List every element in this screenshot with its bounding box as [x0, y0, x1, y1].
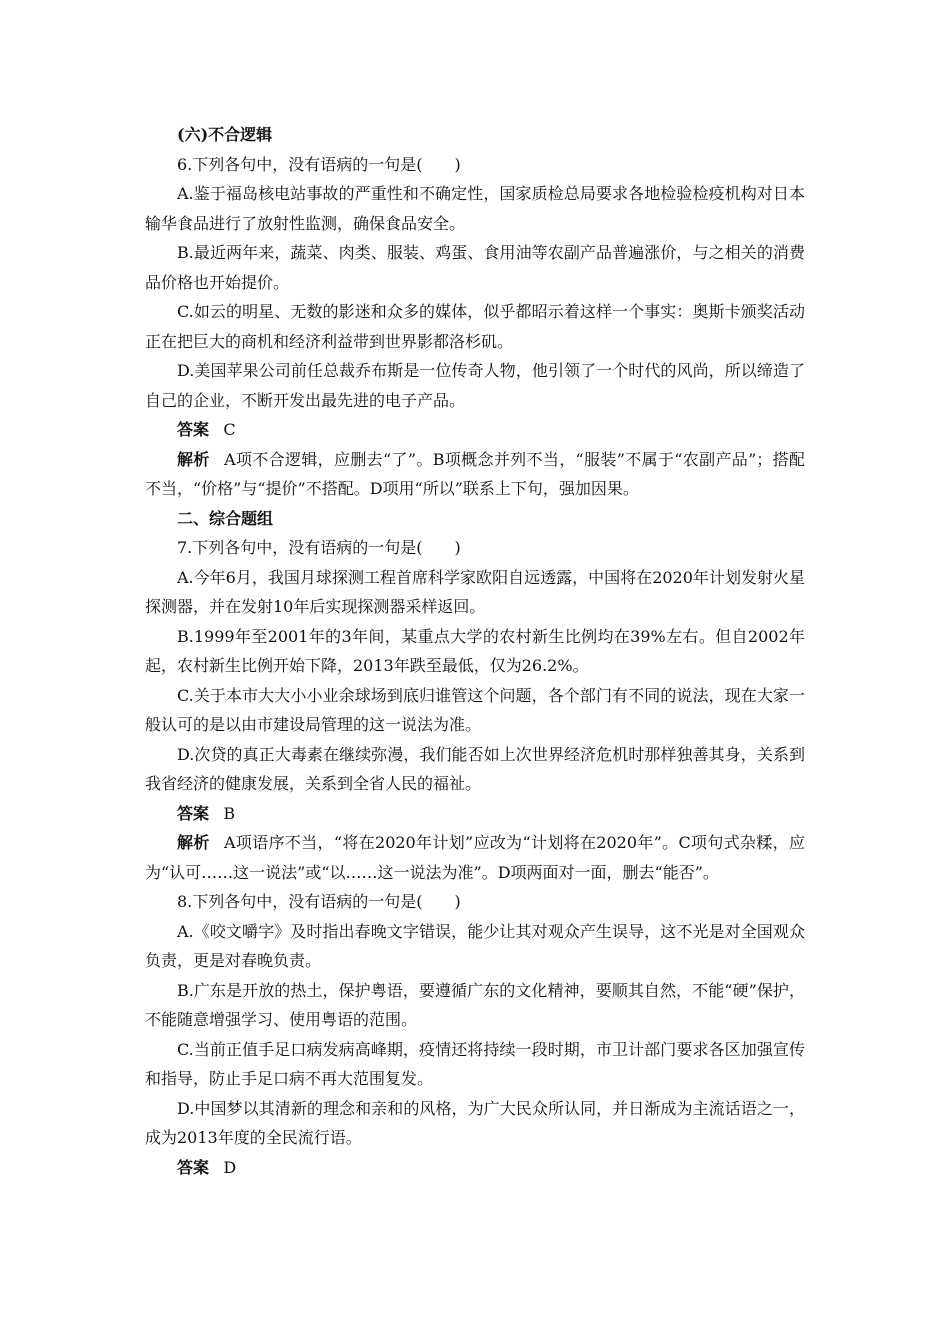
question-6-option-c: C.如云的明星、无数的影迷和众多的媒体，似乎都昭示着这样一个事实：奥斯卡颁奖活动正在把巨大的商机和经济利益带到世界影都洛杉矶。 — [145, 302, 805, 351]
question-7-option-d: D.次贷的真正大毒素在继续弥漫，我们能否如上次世界经济危机时那样独善其身，关系到我省经济的健康发展，关系到全省人民的福祉。 — [145, 744, 805, 793]
question-8-option-d: D.中国梦以其清新的理念和亲和的风格，为广大民众所认同，并日渐成为主流话语之一，成为2013年度的全民流行语。 — [145, 1098, 805, 1147]
question-6-option-a: A.鉴于福岛核电站事故的严重性和不确定性，国家质检总局要求各地检验检疫机构对日本输华食品进行了放射性监测，确保食品安全。 — [145, 184, 805, 233]
analysis-text: A项不合逻辑，应删去“了”。B项概念并列不当，“服装”不属于“农副产品”；搭配不当，“价格”与“提价”不搭配。D项用“所以”联系上下句，强加因果。 — [145, 449, 805, 498]
analysis-label: 解析 — [177, 449, 210, 469]
question-7-stem: 7.下列各句中，没有语病的一句是( ) — [177, 538, 461, 557]
document-content — [145, 120, 805, 1182]
answer-label: 答案 — [177, 420, 210, 439]
question-8-stem: 8.下列各句中，没有语病的一句是( ) — [177, 892, 461, 911]
question-8-option-c: C.当前正值手足口病发病高峰期，疫情还将持续一段时期，市卫计部门要求各区加强宣传和指导，防止手足口病不再大范围复发。 — [145, 1039, 805, 1088]
answer-label: 答案 — [177, 803, 210, 823]
analysis-label: 解析 — [177, 833, 210, 852]
answer-value: B — [223, 803, 236, 823]
question-6-option-d: D.美国苹果公司前任总裁乔布斯是一位传奇人物，他引领了一个时代的风尚，所以缔造了自己的企业，不断开发出最先进的电子产品。 — [145, 361, 805, 410]
question-6-stem: 6.下列各句中，没有语病的一句是( ) — [177, 154, 461, 174]
question-8-answer — [145, 1153, 805, 1183]
analysis-text: A项语序不当，“将在2020年计划”应改为“计划将在2020年”。C项句式杂糅，应为“认可……这一说法”或“以……这一说法为准”。D项两面对一面，删去“能否”。 — [145, 833, 805, 882]
question-6-answer — [145, 415, 805, 445]
answer-label: 答案 — [177, 1157, 210, 1177]
question-7-option-c: C.关于本市大大小小业余球场到底归谁管这个问题，各个部门有不同的说法，现在大家一般认可的是以由市建设局管理的这一说法为准。 — [145, 685, 805, 734]
question-7-analysis — [145, 828, 805, 887]
question-6-option-b: B.最近两年来，蔬菜、肉类、服装、鸡蛋、食用油等农副产品普遍涨价，与之相关的消费品价格也开始提价。 — [145, 243, 805, 292]
answer-value: C — [223, 420, 236, 439]
section-title-logic: (六)不合逻辑 — [177, 125, 273, 144]
question-7-option-b: B.1999年至2001年的3年间，某重点大学的农村新生比例均在39%左右。但自2002年起，农村新生比例开始下降，2013年跌至最低，仅为26.2%。 — [145, 626, 805, 675]
question-7-answer — [145, 799, 805, 829]
question-6-analysis — [145, 445, 805, 504]
question-7-option-a: A.今年6月，我国月球探测工程首席科学家欧阳自远透露，中国将在2020年计划发射火星探测器，并在发射10年后实现探测器采样返回。 — [145, 567, 805, 616]
section-title-combo: 二、综合题组 — [177, 508, 274, 528]
question-8-option-a: A.《咬文嚼字》及时指出春晚文字错误，能少让其对观众产生误导，这不光是对全国观众负责，更是对春晚负责。 — [145, 921, 805, 970]
question-8-option-b: B.广东是开放的热土，保护粤语，要遵循广东的文化精神，要顺其自然，不能“硬”保护，不能随意增强学习、使用粤语的范围。 — [145, 980, 805, 1029]
answer-value: D — [223, 1157, 237, 1177]
